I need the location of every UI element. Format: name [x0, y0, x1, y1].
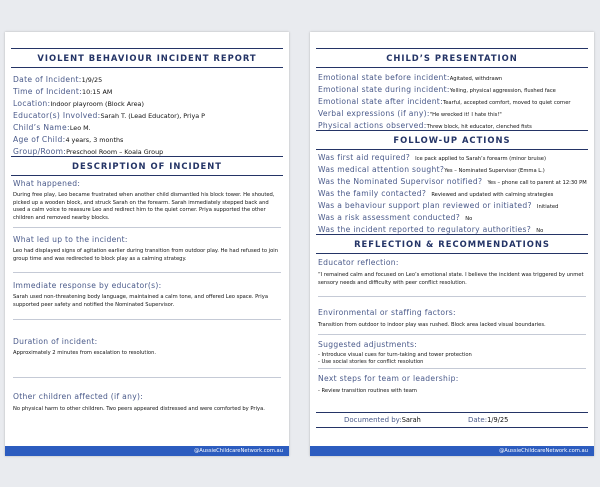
followup-heading: FOLLOW-UP ACTIONS [316, 130, 588, 150]
footer-credit: @AussieChildcareNetwork.com.au [194, 448, 283, 454]
adjustments-list [318, 352, 586, 366]
emotion-after: Emotional state after incident:Tearful, accepted comfort, moved to quiet corner [318, 97, 571, 106]
followup-regulatory: Was the incident reported to regulatory authorities? No [318, 225, 544, 234]
field-age: Age of Child:4 years, 3 months [13, 135, 124, 144]
field-group: Group/Room:Preschool Room – Koala Group [13, 147, 164, 156]
next-steps-list [318, 388, 586, 395]
divider [13, 227, 281, 228]
response-text: Sarah used non-threatening body language, maintained a calm tone, and offered Leo space. Priya supported peer safety and notified the Nominated Supervisor. [13, 294, 268, 308]
followup-first-aid: Was first aid required? Ice pack applied to Sarah’s forearm (minor bruise) [318, 153, 547, 162]
lead-up-label: What led up to the incident: [13, 235, 128, 244]
lead-up-text: Leo had displayed signs of agitation earlier during transition from outdoor play. He had refused to join group time and was redirected to block play as a calming strategy. [13, 248, 279, 262]
environment-text: Transition from outdoor to indoor play was rushed. Block area lacked visual boundaries. [318, 322, 546, 328]
what-happened-label: What happened: [13, 179, 81, 188]
environment-label: Environmental or staffing factors: [318, 308, 456, 317]
next-step-item: - Review transition routines with team [318, 388, 417, 394]
divider [318, 296, 586, 297]
report-page-left [5, 32, 289, 456]
emotion-before: Emotional state before incident:Agitated, withdrawn [318, 73, 503, 82]
other-children-text: No physical harm to other children. Two peers appeared distressed and were comforted by Priya. [13, 406, 265, 412]
footer-bar [5, 446, 289, 456]
duration-text: Approximately 2 minutes from escalation to resolution. [13, 350, 157, 356]
reflection-heading: REFLECTION & RECOMMENDATIONS [316, 234, 588, 254]
followup-supervisor: Was the Nominated Supervisor notified? Yes – phone call to parent at 12:30 PM [318, 177, 587, 186]
divider [318, 334, 586, 335]
description-heading: DESCRIPTION OF INCIDENT [11, 156, 283, 176]
footer-bar [310, 446, 594, 456]
field-time: Time of Incident:10:15 AM [13, 87, 113, 96]
adjustments-label: Suggested adjustments: [318, 340, 418, 349]
field-educators: Educator(s) Involved:Sarah T. (Lead Educator), Priya P [13, 111, 206, 120]
what-happened-text: During free play, Leo became frustrated when another child dismantled his block tower. He shouted, picked up a wooden block, and struck Sarah on the forearm. Sarah immediately stepped back and used a calm voice to reassure Leo and redirect him to the quiet corner. Priya supported the other children and removed nearby blocks. [13, 192, 275, 221]
report-page-right [310, 32, 594, 456]
presentation-heading: CHILD’S PRESENTATION [316, 48, 588, 68]
documented-date: Date:1/9/25 [468, 416, 509, 424]
documented-by-box [316, 412, 588, 428]
field-date: Date of Incident:1/9/25 [13, 75, 103, 84]
divider [13, 319, 281, 320]
divider [318, 368, 586, 369]
educator-reflection-text: “I remained calm and focused on Leo’s emotional state. I believe the incident was triggered by unmet sensory needs and difficulty with peer conflict resolution. [318, 272, 584, 286]
footer-credit: @AussieChildcareNetwork.com.au [499, 448, 588, 454]
physical-actions: Physical actions observed:Threw block, hit educator, clenched fists [318, 121, 532, 130]
adjustment-item: - Introduce visual cues for turn-taking and tower protection [318, 352, 472, 358]
report-title: VIOLENT BEHAVIOUR INCIDENT REPORT [11, 48, 283, 68]
adjustment-item: - Use social stories for conflict resolution [318, 359, 424, 365]
response-label: Immediate response by educator(s): [13, 281, 162, 290]
divider [13, 272, 281, 273]
other-children-label: Other children affected (if any): [13, 392, 144, 401]
field-child-name: Child’s Name:Leo M. [13, 123, 91, 132]
followup-medical: Was medical attention sought?Yes – Nominated Supervisor (Emma L.) [318, 165, 545, 174]
followup-bsp: Was a behaviour support plan reviewed or initiated? Initiated [318, 201, 559, 210]
educator-reflection-label: Educator reflection: [318, 258, 399, 267]
followup-risk: Was a risk assessment conducted? No [318, 213, 473, 222]
emotion-during: Emotional state during incident:Yelling, physical aggression, flushed face [318, 85, 556, 94]
duration-label: Duration of incident: [13, 337, 98, 346]
next-steps-label: Next steps for team or leadership: [318, 374, 459, 383]
field-location: Location:Indoor playroom (Block Area) [13, 99, 144, 108]
documented-by: Documented by:Sarah [344, 416, 421, 424]
divider [13, 377, 281, 378]
followup-family: Was the family contacted? Reviewed and updated with calming strategies [318, 189, 554, 198]
verbal-expressions: Verbal expressions (if any):"He wrecked it! I hate this!" [318, 109, 502, 118]
